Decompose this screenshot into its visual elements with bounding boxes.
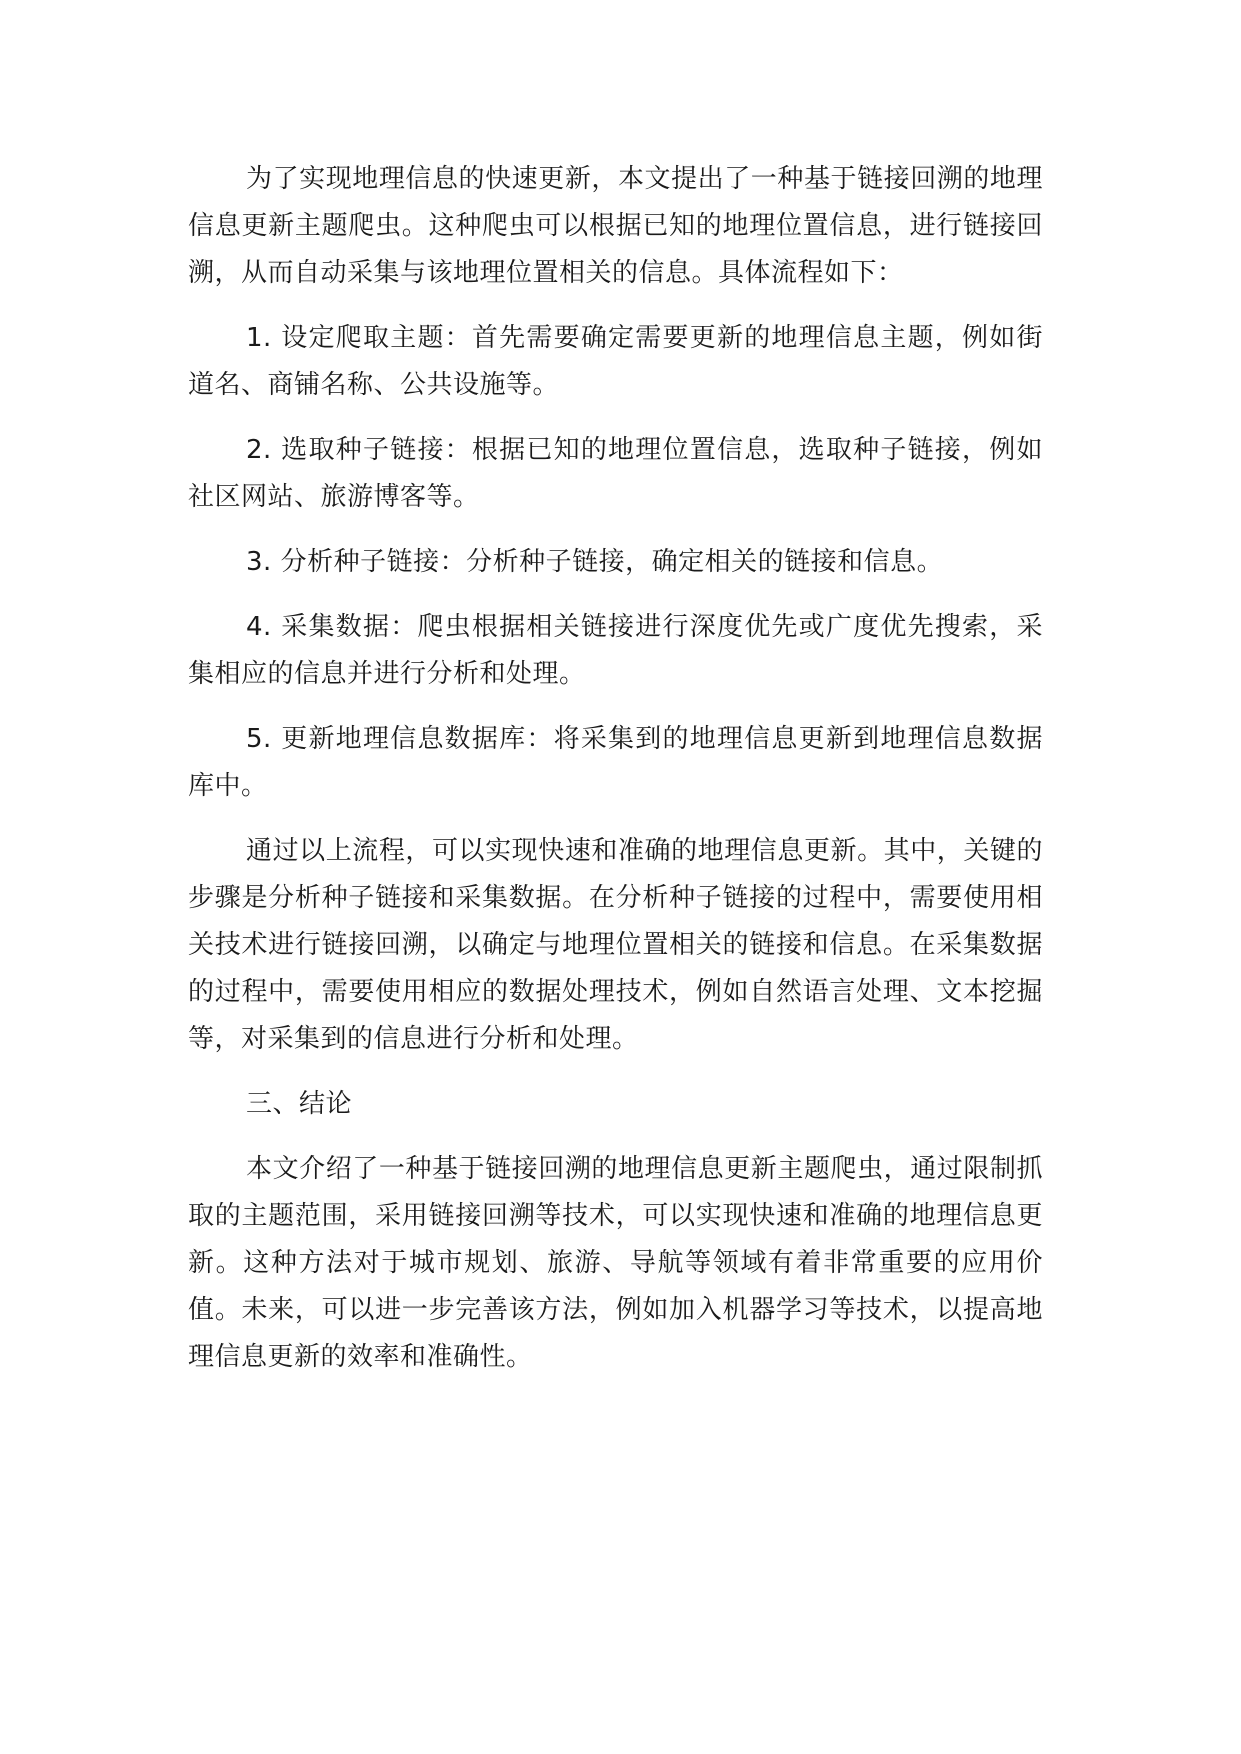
conclusion-paragraph: 本文介绍了一种基于链接回溯的地理信息更新主题爬虫，通过限制抓取的主题范围，采用链接回溯等技术，可以实现快速和准确的地理信息更新。这种方法对于城市规划、旅游、导航等领域有着非常重要的应用价值。未来，可以进一步完善该方法，例如加入机器学习等技术，以提高地理信息更新的效率和准确性。 <box>188 1154 1043 1372</box>
summary-paragraph: 通过以上流程，可以实现快速和准确的地理信息更新。其中，关键的步骤是分析种子链接和采集数据。在分析种子链接的过程中，需要使用相关技术进行链接回溯，以确定与地理位置相关的链接和信息。在采集数据的过程中，需要使用相应的数据处理技术，例如自然语言处理、文本挖掘等，对采集到的信息进行分析和处理。 <box>188 836 1043 1054</box>
intro-paragraph: 为了实现地理信息的快速更新，本文提出了一种基于链接回溯的地理信息更新主题爬虫。这种爬虫可以根据已知的地理位置信息，进行链接回溯，从而自动采集与该地理位置相关的信息。具体流程如下： <box>188 164 1043 288</box>
step-2-paragraph: 2. 选取种子链接：根据已知的地理位置信息，选取种子链接，例如社区网站、旅游博客等。 <box>188 435 1043 512</box>
section-heading-conclusion: 三、结论 <box>246 1089 353 1119</box>
step-5-paragraph: 5. 更新地理信息数据库：将采集到的地理信息更新到地理信息数据库中。 <box>188 724 1043 801</box>
step-4-paragraph: 4. 采集数据：爬虫根据相关链接进行深度优先或广度优先搜索，采集相应的信息并进行分析和处理。 <box>188 612 1043 689</box>
step-3-paragraph: 3. 分析种子链接：分析种子链接，确定相关的链接和信息。 <box>246 547 944 577</box>
step-1-paragraph: 1. 设定爬取主题：首先需要确定需要更新的地理信息主题，例如街道名、商铺名称、公共设施等。 <box>188 323 1043 400</box>
document-body <box>188 156 1043 1399</box>
